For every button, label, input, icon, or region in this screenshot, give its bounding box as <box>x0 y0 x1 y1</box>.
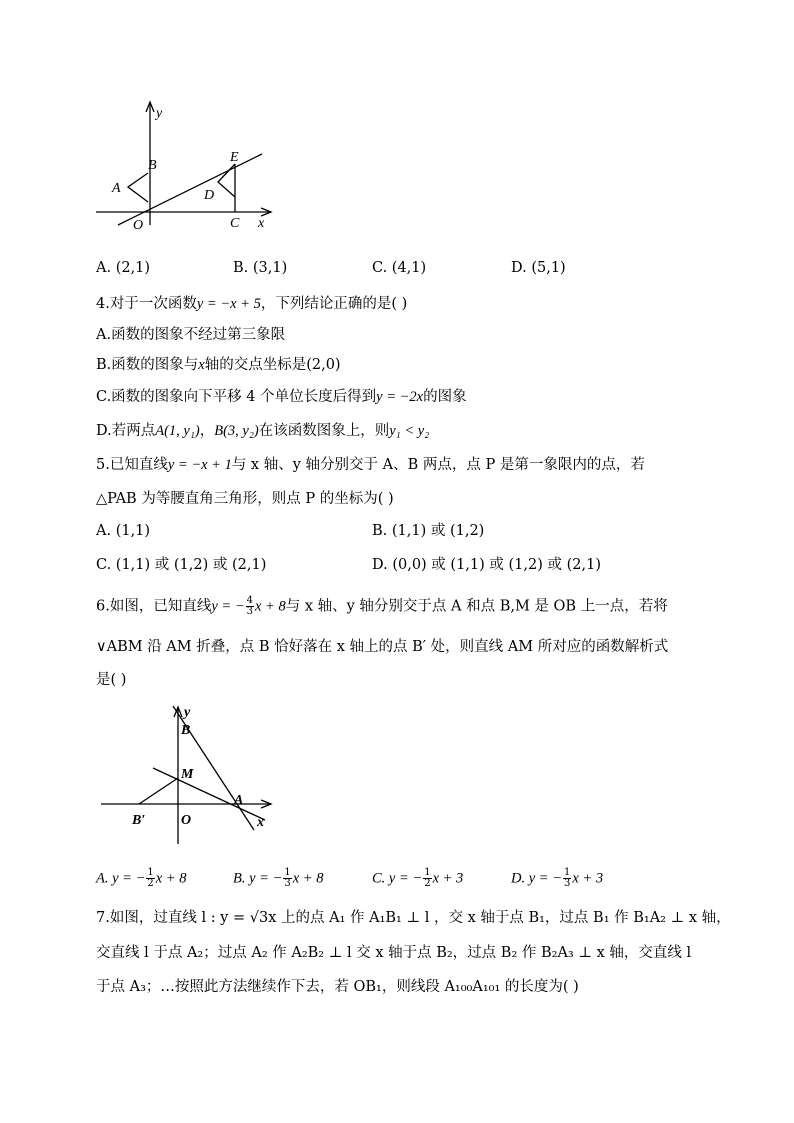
q6-line1-num: 4 <box>246 595 253 606</box>
q6-b-den: 3 <box>284 878 291 889</box>
q6-stem-line1 <box>96 596 668 617</box>
q4-d-b: B(3, y₂) <box>214 423 259 439</box>
q6-d-post: x + 3 <box>572 870 604 887</box>
fig2-label-o: O <box>181 813 192 828</box>
q4-b-pre: B.函数的图象与 <box>96 357 199 373</box>
fig2-label-b: B <box>181 723 191 738</box>
q7-stem-line2: 交直线 l 于点 A₂；过点 A₂ 作 A₂B₂ ⊥ l 交 x 轴于点 B₂，过点 B₂ 作 B₂A₃ ⊥ x 轴，交直线 l <box>96 945 692 961</box>
q3-option-d[interactable]: D. (5,1) <box>511 260 566 276</box>
fig2-label-a: A <box>234 793 244 808</box>
label-o: O <box>133 218 144 233</box>
fig2-label-m: M <box>181 767 194 782</box>
q4-stem-pre: 4.对于一次函数 <box>96 296 197 312</box>
q6-c-pre: C. y = − <box>372 870 423 887</box>
q6-line1-y: y = − <box>211 598 245 615</box>
q6-stem-line3: 是( ) <box>96 672 127 688</box>
q6-c-fraction <box>423 868 431 889</box>
q6-option-a[interactable] <box>96 868 186 889</box>
q6-b-pre: B. y = − <box>233 870 283 887</box>
line-am <box>153 768 265 820</box>
q6-option-c[interactable] <box>372 868 463 889</box>
q4-b-x: x <box>198 357 205 373</box>
q4-stem-post: ，下列结论正确的是( ) <box>260 296 408 312</box>
fig2-label-y: y <box>184 705 191 720</box>
figure-1 <box>90 95 290 235</box>
q6-c-den: 2 <box>424 878 431 889</box>
q6-b-fraction <box>283 868 291 889</box>
q4-stem-formula: y = −x + 5 <box>196 296 261 312</box>
q6-option-d[interactable] <box>511 868 603 889</box>
q6-c-post: x + 3 <box>432 870 464 887</box>
label-a: A <box>112 181 121 196</box>
q3-option-c[interactable]: C. (4,1) <box>372 260 427 276</box>
q6-d-pre: D. y = − <box>511 870 562 887</box>
q5-line1-post: 与 x 轴、y 轴分别交于 A、B 两点，点 P 是第一象限内的点，若 <box>231 457 645 473</box>
q6-a-post: x + 8 <box>155 870 187 887</box>
label-b: B <box>148 158 157 173</box>
fig2-label-x: x <box>257 815 264 830</box>
q5-line1-formula: y = −x + 1 <box>167 457 232 473</box>
q4-stem <box>96 294 407 314</box>
q6-a-fraction <box>146 868 154 889</box>
q6-line1-fraction <box>246 596 254 617</box>
q4-option-d[interactable] <box>96 421 429 441</box>
q3-option-b[interactable]: B. (3,1) <box>233 260 288 276</box>
segment-bprime-m <box>139 778 178 804</box>
figure-2 <box>95 700 280 850</box>
label-x: x <box>258 216 265 231</box>
q4-d-ineq: y₁ < y₂ <box>389 423 430 439</box>
q6-a-den: 2 <box>147 878 154 889</box>
q7-stem-line1: 7.如图，过直线 l : y = √3x 上的点 A₁ 作 A₁B₁ ⊥ l ，交 x 轴于点 B₁，过点 B₁ 作 B₁A₂ ⊥ x 轴， <box>96 910 731 926</box>
q4-c-formula: y = −2x <box>376 389 424 405</box>
q5-option-b[interactable]: B. (1,1) 或 (1,2) <box>372 523 485 539</box>
q6-stem-line2: ∨ABM 沿 AM 折叠，点 B 恰好落在 x 轴上的点 B′ 处，则直线 AM 所对应的函数解析式 <box>96 639 669 655</box>
label-d: D <box>204 188 215 203</box>
q6-line1-post: 与 x 轴、y 轴分别交于点 A 和点 B,M 是 OB 上一点，若将 <box>285 598 668 615</box>
q4-option-c[interactable] <box>96 387 467 407</box>
label-c: C <box>230 216 240 231</box>
q6-line1-pre: 6.如图，已知直线 <box>96 598 212 615</box>
q5-stem-line2: △PAB 为等腰直角三角形，则点 P 的坐标为( ) <box>96 491 394 507</box>
fig2-label-bprime: B′ <box>132 813 146 828</box>
q4-b-post: 轴的交点坐标是(2,0) <box>204 357 341 373</box>
q5-option-d[interactable]: D. (0,0) 或 (1,1) 或 (1,2) 或 (2,1) <box>372 557 601 573</box>
q4-c-post: 的图象 <box>423 389 467 405</box>
q5-option-c[interactable]: C. (1,1) 或 (1,2) 或 (2,1) <box>96 557 267 573</box>
q5-option-a[interactable]: A. (1,1) <box>96 523 151 539</box>
q4-d-mid2: 在该函数图象上，则 <box>258 423 390 439</box>
q7-stem-line3: 于点 A₃；…按照此方法继续作下去，若 OB₁，则线段 A₁₀₀A₁₀₁ 的长度为( ) <box>96 979 579 995</box>
q6-d-fraction <box>563 868 571 889</box>
q6-a-pre: A. y = − <box>96 870 146 887</box>
q3-option-a[interactable]: A. (2,1) <box>96 260 151 276</box>
q6-line1-rest: x + 8 <box>254 598 286 615</box>
q4-d-a: A(1, y₁) <box>155 423 200 439</box>
segment-b-a-o <box>128 173 148 202</box>
q6-b-post: x + 8 <box>292 870 324 887</box>
label-y: y <box>156 106 163 121</box>
q6-c-num: 1 <box>424 867 431 878</box>
q4-option-b[interactable] <box>96 355 341 375</box>
q4-option-a[interactable]: A.函数的图象不经过第三象限 <box>96 327 286 343</box>
q5-line1-pre: 5.已知直线 <box>96 457 168 473</box>
q6-d-num: 1 <box>563 867 571 878</box>
label-e: E <box>230 150 239 165</box>
q6-option-b[interactable] <box>233 868 323 889</box>
q6-b-num: 1 <box>284 867 291 878</box>
q4-d-pre: D.若两点 <box>96 423 156 439</box>
q6-d-den: 3 <box>563 878 571 889</box>
line-oe <box>118 154 262 225</box>
q4-c-pre: C.函数的图象向下平移 4 个单位长度后得到 <box>96 389 377 405</box>
q6-a-num: 1 <box>147 867 154 878</box>
q4-d-mid: ， <box>199 423 215 439</box>
q6-line1-den: 3 <box>246 606 253 617</box>
q5-stem-line1 <box>96 455 645 475</box>
